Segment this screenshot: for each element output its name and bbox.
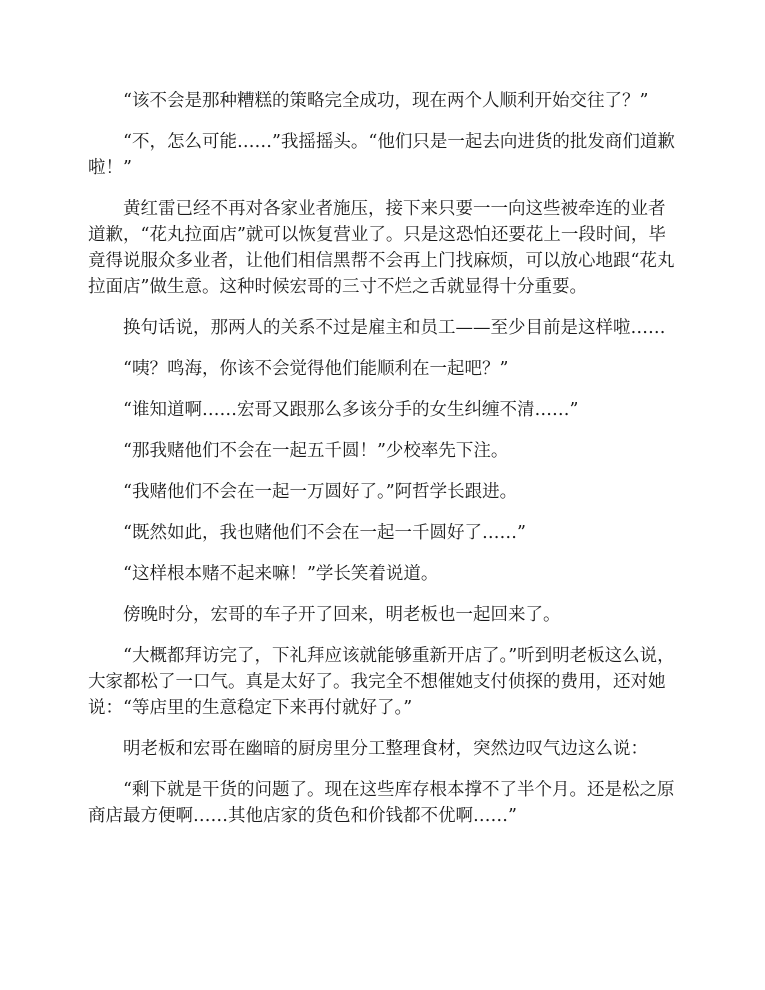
paragraph: “剩下就是干货的问题了。现在这些库存根本撑不了半个月。还是松之原商店最方便啊……其他店家的货色和价钱都不优啊……”: [88, 780, 675, 826]
paragraph: “大概都拜访完了，下礼拜应该就能够重新开店了。”听到明老板这么说，大家都松了一口气。真是太好了。我完全不想催她支付侦探的费用，还对她说：“等店里的生意稳定下来再付就好了。”: [88, 646, 675, 718]
paragraph: 黄红雷已经不再对各家业者施压，接下来只要一一向这些被牵连的业者道歉，“花丸拉面店”就可以恢复营业了。只是这恐怕还要花上一段时间，毕竟得说服众多业者，让他们相信黑帮不会再上门找麻烦，可以放心地跟“花丸拉面店”做生意。这种时候宏哥的三寸不烂之舌就显得十分重要。: [88, 199, 675, 297]
paragraph: “那我赌他们不会在一起五千圆！”少校率先下注。: [123, 441, 509, 461]
paragraph: “这样根本赌不起来嘛！”学长笑着说道。: [123, 564, 439, 584]
paragraph: 换句话说，那两人的关系不过是雇主和员工——至少目前是这样啦……: [123, 318, 666, 338]
paragraph: 明老板和宏哥在幽暗的厨房里分工整理食材，突然边叹气边这么说：: [123, 739, 648, 759]
paragraph: “咦？鸣海，你该不会觉得他们能顺利在一起吧？”: [123, 359, 509, 379]
page-body: [88, 88, 678, 829]
paragraph: 傍晚时分，宏哥的车子开了回来，明老板也一起回来了。: [123, 605, 561, 625]
paragraph: “该不会是那种糟糕的策略完全成功，现在两个人顺利开始交往了？”: [123, 91, 649, 111]
paragraph: “我赌他们不会在一起一万圆好了。”阿哲学长跟进。: [123, 482, 518, 502]
paragraph: “既然如此，我也赌他们不会在一起一千圆好了……”: [123, 523, 526, 543]
paragraph: “不，怎么可能……”我摇摇头。“他们只是一起去向进货的批发商们道歉啦！”: [88, 132, 675, 178]
paragraph: “谁知道啊……宏哥又跟那么多该分手的女生纠缠不清……”: [123, 400, 579, 420]
